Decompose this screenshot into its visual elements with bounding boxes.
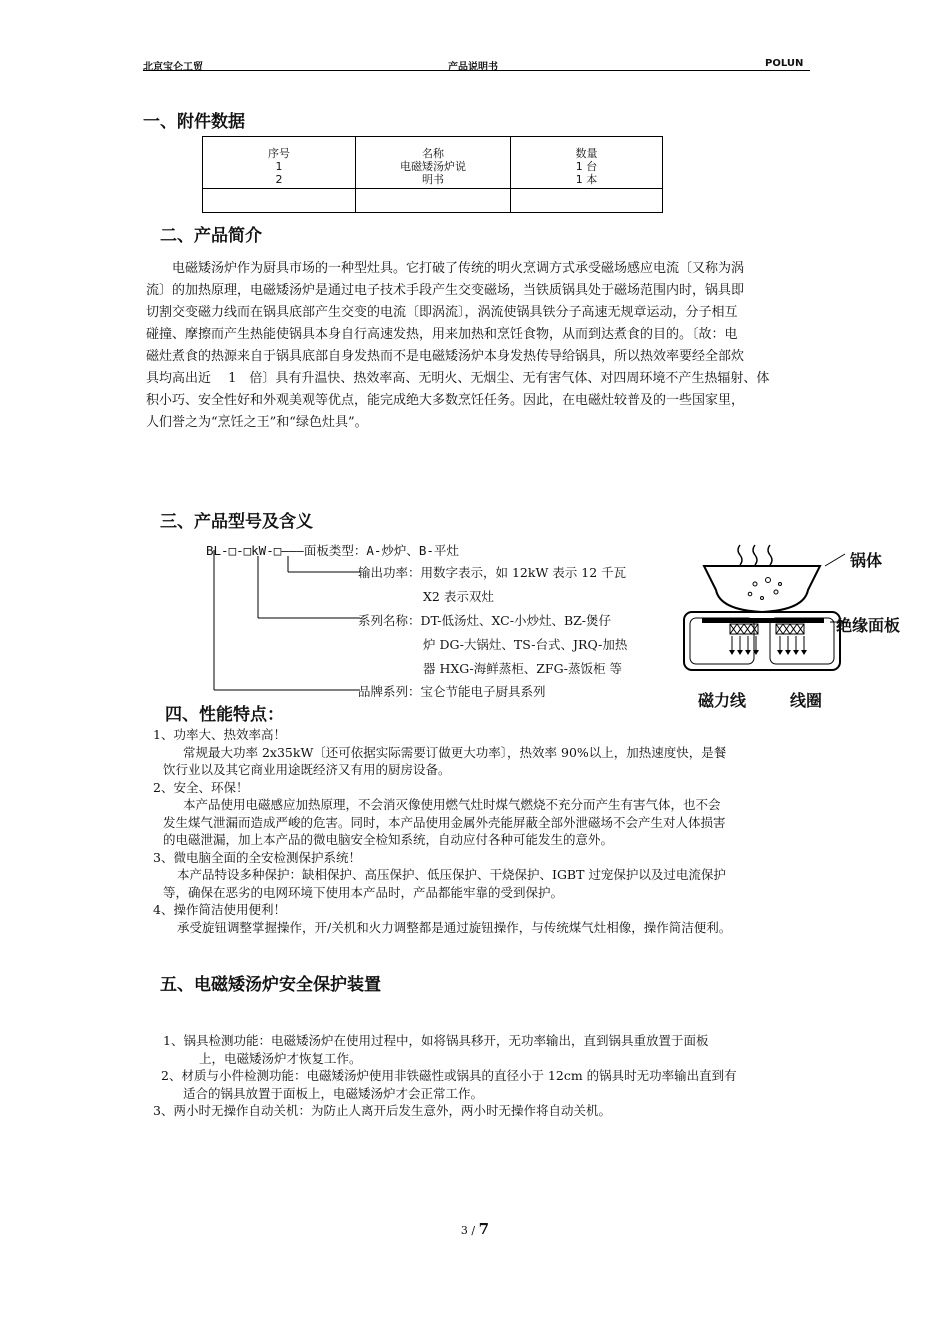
paragraph-line: 碰撞、摩擦而产生热能使锅具本身自行高速发热，用来加热和烹饪食物，从而到达煮食的目的。〔故：电 xyxy=(146,327,738,342)
list-item: 1、锅具检测功能：电磁矮汤炉在使用过程中，如将锅具移开，无功率输出，直到锅具重放置于面板 xyxy=(163,1033,709,1048)
power-desc: 输出功率：用数字表示，如 12kW 表示 12 千瓦 xyxy=(358,565,627,580)
section1-title: 一、附件数据 xyxy=(143,112,245,132)
list-item: 的电磁泄漏，加上本产品的微电脑安全检知系统，自动应付各种可能发生的意外。 xyxy=(163,832,614,847)
label-pot: 锅体 xyxy=(850,551,883,570)
paragraph-line: 具均高出近 1 倍〕具有升温快、热效率高、无明火、无烟尘、无有害气体、对四周环境不产生热辐射、体 xyxy=(146,371,770,386)
table-cell: 明书 xyxy=(422,173,444,186)
list-item: 1、功率大、热效率高！ xyxy=(153,727,286,742)
label-panel: 绝缘面板 xyxy=(836,616,901,635)
table-cell xyxy=(356,189,511,213)
page-current: 3 xyxy=(460,1224,468,1237)
series-desc-2: 炉 DG-大锅灶、TS-台式、JRQ-加热 xyxy=(423,637,628,652)
steam-icon xyxy=(738,545,772,565)
section3-title: 三、产品型号及含义 xyxy=(160,512,313,532)
list-item: 本产品使用电磁感应加热原理，不会消灭像使用燃气灶时煤气燃烧不充分而产生有害气体，也不会 xyxy=(183,797,721,812)
page-number xyxy=(0,1220,950,1238)
table-header-seq: 序号 xyxy=(268,147,290,160)
features-list xyxy=(153,726,731,936)
header-rule xyxy=(143,70,810,71)
paragraph-line: 流〕的加热原理，电磁矮汤炉是通过电子技术手段产生交变磁场，当铁质锅具处于磁场范围内时，锅具即 xyxy=(146,283,745,298)
label-coil: 线圈 xyxy=(790,691,823,710)
list-item: 本产品特设多种保护：缺相保护、高压保护、低压保护、干烧保护、IGBT 过宠保护以及过电流保护 xyxy=(177,867,726,882)
accessories-table xyxy=(202,136,663,213)
list-item: 适合的锅具放置于面板上，电磁矮汤炉才会正常工作。 xyxy=(183,1085,484,1101)
paragraph-line: 磁灶煮食的热源来自于锅具底部自身发热而不是电磁矮汤炉本身发热传导给锅具，所以热效率要经全部炊 xyxy=(146,349,745,364)
list-item: 3、两小时无操作自动关机：为防止人离开后发生意外，两小时无操作将自动关机。 xyxy=(153,1103,611,1118)
list-item: 上，电磁矮汤炉才恢复工作。 xyxy=(199,1050,362,1066)
list-item: 发生煤气泄漏而造成严峻的危害。同时，本产品使用金属外壳能屏蔽全部外泄磁场不会产生对人体损害 xyxy=(163,814,726,830)
section5-title: 五、电磁矮汤炉安全保护装置 xyxy=(160,975,381,995)
list-item: 2、安全、环保！ xyxy=(153,779,249,795)
table-cell: 2 xyxy=(275,173,283,186)
insulation-panel-bar xyxy=(702,618,824,623)
header-brand: POLUN xyxy=(765,58,804,69)
paragraph-line: 切割交变磁力线而在锅具底部产生交变的电流〔即涡流〕，涡流使锅具铁分子高速无规章运动，分子相互 xyxy=(146,305,738,320)
intro-paragraph xyxy=(146,258,816,434)
header-doc-title: 产品说明书 xyxy=(448,62,498,73)
list-item: 3、微电脑全面的全安检测保护系统！ xyxy=(153,849,361,865)
table-cell: 1 台 xyxy=(575,160,598,173)
series-desc: 系列名称：DT-低汤灶、XC-小炒灶、BZ-煲仔 xyxy=(358,613,612,628)
list-item: 常规最大功率 2x35kW〔还可依据实际需要订做更大功率〕，热效率 90%以上，加热速度快，是餐 xyxy=(183,744,727,760)
table-cell: 1 xyxy=(275,160,283,173)
list-item: 承受旋钮调整掌握操作，开/关机和火力调整都是通过旋钮操作，与传统煤气灶相像，操作简洁便利。 xyxy=(177,919,732,935)
section2-title: 二、产品简介 xyxy=(160,226,262,246)
paragraph-line: 积小巧、安全性好和外观美观等优点，能完成绝大多数烹饪任务。因此，在电磁灶较普及的一些国家里， xyxy=(146,393,745,408)
series-desc-3: 器 HXG-海鲜蒸柜、ZFG-蒸饭柜 等 xyxy=(423,661,622,676)
safety-list xyxy=(153,1032,737,1120)
paragraph-line: 电磁矮汤炉作为厨具市场的一种型灶具。它打破了传统的明火烹调方式承受磁场感应电流〔又称为涡 xyxy=(172,261,745,276)
table-cell xyxy=(511,189,663,213)
list-item: 2、材质与小件检测功能：电磁矮汤炉使用非铁磁性或锅具的直径小于 12cm 的锅具时无功率输出直到有 xyxy=(161,1068,737,1083)
list-item: 4、操作简洁使用便利！ xyxy=(153,902,286,917)
label-flux: 磁力线 xyxy=(698,691,747,710)
list-item: 等，确保在恶劣的电网环境下使用本产品时，产品都能牢靠的受到保护。 xyxy=(163,884,564,900)
section4-title: 四、性能特点： xyxy=(165,705,284,725)
table-col-name xyxy=(356,137,511,189)
power-desc-2: X2 表示双灶 xyxy=(423,589,494,604)
table-header-name: 名称 xyxy=(422,147,444,160)
page-total: 7 xyxy=(478,1220,490,1238)
table-cell: 电磁矮汤炉说 xyxy=(400,160,466,173)
table-col-qty xyxy=(511,137,663,189)
model-bracket-lines xyxy=(200,540,370,700)
table-cell: 1 本 xyxy=(575,173,598,186)
model-code: BL-□-□kW-□———面板类型：A-炒炉、B-平灶 xyxy=(206,543,459,558)
page-sep: / xyxy=(471,1224,476,1237)
pot-body xyxy=(704,566,820,612)
header-company: 北京宝仑工贸 xyxy=(143,62,203,73)
table-col-seq xyxy=(203,137,356,189)
table-cell xyxy=(203,189,356,213)
paragraph-line: 人们誉之为“烹饪之王”和“绿色灶具”。 xyxy=(146,415,368,430)
list-item: 饮行业以及其它商业用途既经济又有用的厨房设备。 xyxy=(163,762,451,777)
induction-diagram xyxy=(680,540,850,680)
brand-desc: 品牌系列：宝仑节能电子厨具系列 xyxy=(358,684,546,699)
table-header-qty: 数量 xyxy=(575,147,598,160)
